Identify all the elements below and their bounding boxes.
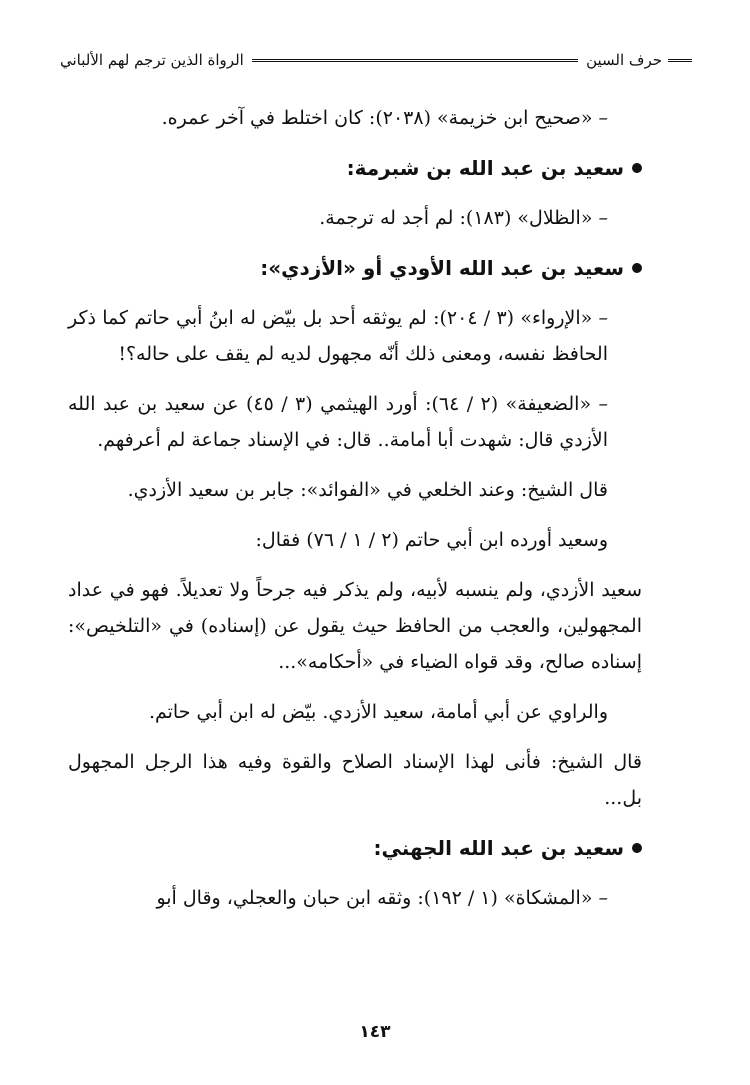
paragraph: قال الشيخ: فأنى لهذا الإسناد الصلاح والقوة وفيه هذا الرجل المجهول بل... <box>68 751 642 809</box>
paragraph: والراوي عن أبي أمامة، سعيد الأزدي. بيّض له ابن أبي حاتم. <box>148 701 608 723</box>
entry-heading <box>68 250 642 286</box>
entry-heading <box>68 830 642 866</box>
header-rule-start <box>668 59 692 62</box>
paragraph: سعيد الأزدي، ولم ينسبه لأبيه، ولم يذكر فيه جرحاً ولا تعديلاً. فهو في عداد المجهولين، والعجب من الحافظ حيث يقول عن (إسناده) في «التلخيص»: إسناده صالح، وقد قواه الضياء في «أحكامه»... <box>68 579 642 673</box>
header-book-title: الرواة الذين ترجم لهم الألباني <box>60 51 244 69</box>
running-header <box>60 46 692 74</box>
bullet-icon <box>632 263 642 273</box>
entry-title: سعيد بن عبد الله الأودي أو «الأزدي»: <box>260 256 624 280</box>
page-number: ١٤٣ <box>359 1022 391 1042</box>
paragraph: – «المشكاة» (١ / ١٩٢): وثقه ابن حبان والعجلي، وقال أبو <box>156 887 608 909</box>
text-line: – «صحيح ابن خزيمة» (٢٠٣٨): كان اختلط في آخر عمره. <box>161 107 608 129</box>
entry-heading <box>68 150 642 186</box>
paragraph: – «الضعيفة» (٢ / ٦٤): أورد الهيثمي (٣ / ٤٥) عن سعيد بن عبد الله الأزدي قال: شهدت أبا أمامة.. قال: في الإسناد جماعة لم أعرفهم. <box>68 393 608 451</box>
bullet-icon <box>632 163 642 173</box>
page-body <box>68 100 642 930</box>
header-rule <box>252 59 578 62</box>
paragraph: وسعيد أورده ابن أبي حاتم (٢ / ١ / ٧٦) فقال: <box>255 529 608 551</box>
paragraph: – «الإرواء» (٣ / ٢٠٤): لم يوثقه أحد بل بيّض له ابنُ أبي حاتم كما ذكر الحافظ نفسه، ومعنى ذلك أنّه مجهول لديه لم يقف على حاله؟! <box>68 307 609 365</box>
bullet-icon <box>632 843 642 853</box>
text-line: – «الظلال» (١٨٣): لم أجد له ترجمة. <box>319 207 608 229</box>
entry-title: سعيد بن عبد الله بن شبرمة: <box>346 156 624 180</box>
entry-title: سعيد بن عبد الله الجهني: <box>373 836 624 860</box>
header-chapter: حرف السين <box>586 51 662 69</box>
paragraph: قال الشيخ: وعند الخلعي في «الفوائد»: جابر بن سعيد الأزدي. <box>127 479 608 501</box>
